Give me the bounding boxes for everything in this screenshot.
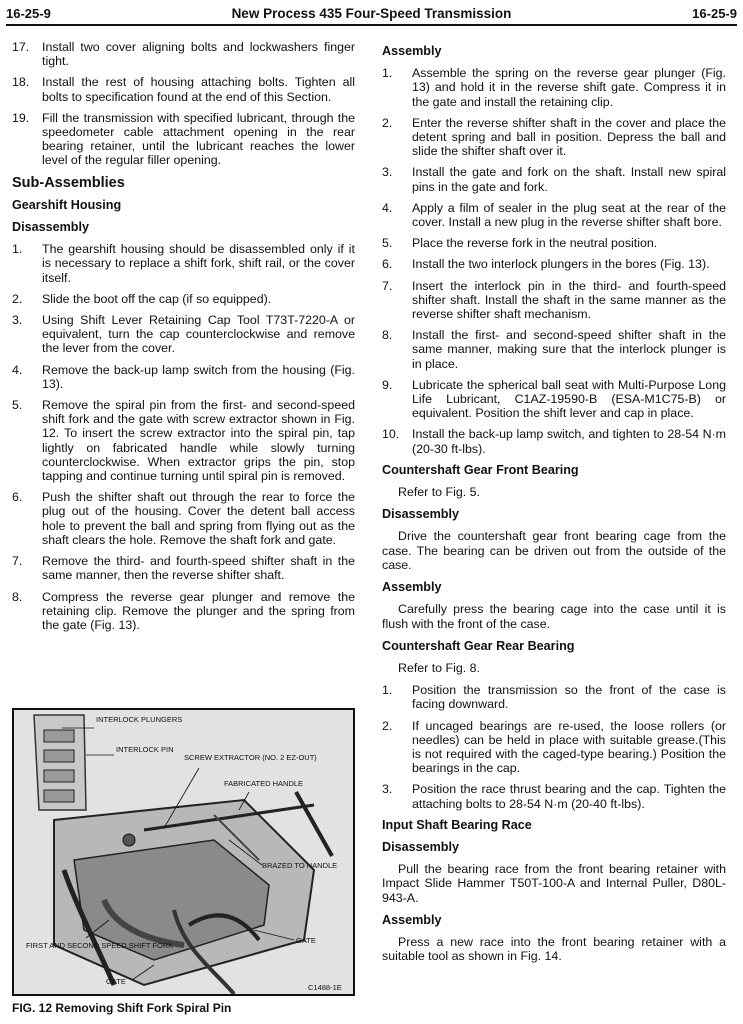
assembly-heading: Assembly [382, 44, 442, 58]
step-text: Place the reverse fork in the neutral position. [412, 236, 658, 251]
label-brazed-to-handle: BRAZED TO HANDLE [262, 861, 338, 870]
list-item [382, 279, 726, 322]
list-item [382, 328, 726, 371]
step-text: Fill the transmission with specified lubricant, through the speedometer cable attachment opening in the rear bearing retainer, until the lubricant reaches the lower level of the regular filler opening. [42, 110, 355, 168]
step-number: 2. [382, 115, 393, 130]
step-number: 8. [382, 328, 393, 343]
cs-front-dis-heading: Disassembly [382, 507, 460, 522]
page-number-left: 16-25-9 [6, 6, 51, 21]
disassembly-heading: Disassembly [12, 220, 90, 235]
step-number: 6. [382, 257, 393, 272]
assembly-steps [382, 66, 726, 456]
left-top-steps [12, 40, 355, 168]
page-number-right: 16-25-9 [692, 6, 737, 21]
list-item [12, 590, 355, 633]
figure-caption: FIG. 12 Removing Shift Fork Spiral Pin [12, 1001, 232, 1015]
step-text: Position the transmission so the front of the case is facing downward. [412, 683, 726, 712]
gearshift-housing-heading: Gearshift Housing [12, 197, 122, 212]
step-number: 5. [12, 398, 23, 413]
figure-12 [12, 708, 355, 996]
label-interlock-pin: INTERLOCK PIN [116, 745, 174, 754]
step-text: The gearshift housing should be disassembled only if it is necessary to replace a shift fork, shift rail, or the cover itself. [42, 242, 355, 285]
cs-front-asm-text: Carefully press the bearing cage into the case until it is flush with the front of the case. [382, 602, 726, 631]
step-text: Enter the reverse shifter shaft in the cover and place the detent spring and ball in position. Depress the ball and slide the shifter shaft over it. [412, 115, 726, 159]
step-text: Install the gate and fork on the shaft. Install new spiral pins in the gate and fork. [412, 165, 726, 194]
cs-rear-steps [382, 683, 726, 811]
step-text: Apply a film of sealer in the plug seat at the rear of the cover. Install a new plug in the reverse shifter shaft bore. [412, 200, 726, 230]
cs-front-ref: Refer to Fig. 5. [398, 485, 480, 500]
step-number: 1. [382, 66, 393, 81]
list-item [382, 378, 726, 421]
label-gate-bottom: GATE [106, 977, 126, 986]
label-gate-right: GATE [296, 936, 316, 945]
cs-front-asm-heading: Assembly [382, 580, 442, 595]
step-number: 3. [382, 782, 393, 797]
step-number: 4. [382, 200, 393, 215]
step-number: 3. [382, 165, 393, 180]
isbr-heading: Input Shaft Bearing Race [382, 817, 532, 832]
step-number: 2. [382, 718, 393, 733]
list-item [382, 719, 726, 776]
list-item [382, 165, 726, 193]
list-item [382, 201, 726, 229]
isbr-dis-text: Pull the bearing race from the front bearing retainer with Impact Slide Hammer T50T-100-A and Internal Puller, D80L-943-A. [382, 862, 726, 905]
step-number: 5. [382, 236, 393, 251]
list-item [12, 40, 355, 68]
list-item [382, 683, 726, 711]
step-number: 3. [12, 313, 23, 328]
disassembly-steps [12, 242, 355, 632]
step-text: Lubricate the spherical ball seat with Multi-Purpose Long Life Lubricant, C1AZ-19590-B (ESA-M1C75-B) or equivalent. Position the shift lever and cap in place. [412, 377, 726, 421]
step-text: Assemble the spring on the reverse gear plunger (Fig. 13) and hold it in the reverse shift gate. Compress it in the gate and install the retaining clip. [412, 66, 726, 109]
step-text: Compress the reverse gear plunger and remove the retaining clip. Remove the plunger and the spring from the gate (Fig. 13). [42, 589, 355, 632]
list-item [382, 66, 726, 109]
step-number: 7. [12, 554, 23, 569]
label-interlock-plungers: INTERLOCK PLUNGERS [96, 715, 183, 724]
step-text: If uncaged bearings are re-used, the loose rollers (or needles) can be held in place with suitable grease.(This is not required with the caged-type bearing.) Position the bearings in the cap. [412, 718, 726, 776]
list-item [382, 427, 726, 455]
list-item [12, 242, 355, 285]
step-text: Install the two interlock plungers in the bores (Fig. 13). [412, 257, 710, 272]
step-text: Install the back-up lamp switch, and tighten to 28-54 N·m (20-30 ft-lbs). [412, 427, 726, 456]
step-number: 8. [12, 589, 23, 604]
list-item [12, 75, 355, 103]
step-text: Install the rest of housing attaching bolts. Tighten all bolts to specification found at the end of this Section. [42, 75, 355, 104]
isbr-dis-heading: Disassembly [382, 839, 460, 854]
label-figure-code: C1488-1E [308, 983, 342, 992]
step-text: Position the race thrust bearing and the cap. Tighten the attaching bolts to 28-54 N·m (20-40 ft-lbs). [412, 782, 726, 811]
step-number: 1. [12, 242, 23, 257]
step-text: Remove the third- and fourth-speed shifter shaft in the same manner, then the reverse shifter shaft. [42, 554, 355, 583]
step-number: 6. [12, 490, 23, 505]
list-item [12, 554, 355, 582]
isbr-asm-heading: Assembly [382, 912, 442, 927]
list-item [12, 363, 355, 391]
figure-illustration [14, 710, 353, 994]
right-column [382, 40, 726, 971]
cs-front-dis-text: Drive the countershaft gear front bearing cage from the case. The bearing can be driven out from the outside of the case. [382, 529, 726, 572]
sub-assemblies-heading: Sub-Assemblies [12, 174, 125, 191]
cs-rear-ref: Refer to Fig. 8. [398, 660, 480, 675]
step-text: Remove the back-up lamp switch from the housing (Fig. 13). [42, 362, 355, 391]
list-item [382, 116, 726, 159]
step-number: 9. [382, 377, 393, 392]
step-text: Remove the spiral pin from the first- and second-speed shift fork and the gate with screw extractor shown in Fig. 12. To insert the screw extractor into the spiral pin, tap lightly on fabricated handle while slowly turning counterclockwise. When extractor grips the pin, stop tapping and continue turning until spiral pin is removed. [42, 398, 355, 484]
list-item [12, 111, 355, 168]
step-number: 7. [382, 278, 393, 293]
step-text: Install the first- and second-speed shifter shaft in the same manner, making sure that the interlock plunger is in place. [412, 328, 726, 371]
step-text: Insert the interlock pin in the third- and fourth-speed shifter shaft. Install the shaft in the same manner as the reverse shifter shaft mechanism. [412, 278, 726, 322]
list-item [12, 490, 355, 547]
list-item [382, 236, 726, 250]
list-item [382, 257, 726, 271]
left-column [12, 40, 355, 639]
page-header [6, 4, 737, 26]
list-item [12, 292, 355, 306]
step-number: 2. [12, 291, 23, 306]
page-title: New Process 435 Four-Speed Transmission [231, 6, 512, 21]
cs-rear-heading: Countershaft Gear Rear Bearing [382, 638, 575, 653]
label-first-second-fork: FIRST AND SECOND SPEED SHIFT FORK [26, 941, 174, 950]
step-text: Slide the boot off the cap (if so equipped). [42, 291, 272, 306]
step-number: 19. [12, 110, 30, 125]
step-number: 4. [12, 362, 23, 377]
step-text: Using Shift Lever Retaining Cap Tool T73T-7220-A or equivalent, turn the cap counterclockwise and remove the lever from the cover. [42, 313, 355, 356]
list-item [382, 782, 726, 810]
list-item [12, 398, 355, 483]
step-text: Install two cover aligning bolts and lockwashers finger tight. [42, 40, 355, 69]
step-number: 10. [382, 427, 400, 442]
step-number: 1. [382, 683, 393, 698]
cs-front-heading: Countershaft Gear Front Bearing [382, 462, 579, 477]
step-number: 18. [12, 75, 30, 90]
list-item [12, 313, 355, 356]
step-number: 17. [12, 40, 30, 54]
label-screw-extractor: SCREW EXTRACTOR (NO. 2 EZ-OUT) [184, 753, 317, 762]
isbr-asm-text: Press a new race into the front bearing retainer with a suitable tool as shown in Fig. 14. [382, 934, 726, 964]
step-text: Push the shifter shaft out through the rear to force the plug out of the housing. Cover the detent ball access hole to prevent the ball and spring from flying out as the shaft clears the hole. Remove the shaft fork and gate. [42, 490, 355, 547]
label-fabricated-handle: FABRICATED HANDLE [224, 779, 304, 788]
